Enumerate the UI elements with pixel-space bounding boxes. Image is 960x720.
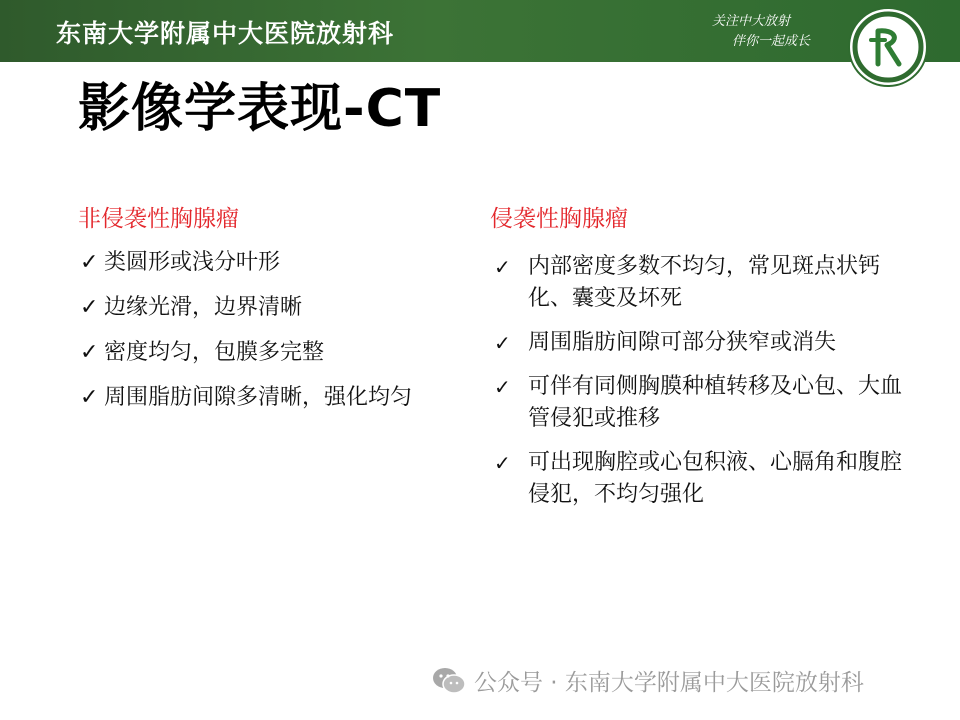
list-item <box>490 327 910 359</box>
hospital-radiology-logo-icon <box>847 6 929 88</box>
slogan-line-2: 伴你一起成长 <box>732 34 811 49</box>
header-title: 东南大学附属中大医院放射科 <box>56 19 395 48</box>
invasive-column <box>490 200 910 523</box>
list-item-text: 边缘光滑，边界清晰 <box>104 295 303 320</box>
non-invasive-list <box>78 247 478 414</box>
invasive-heading: 侵袭性胸腺瘤 <box>490 206 628 232</box>
header-bar <box>0 0 960 62</box>
slogan <box>712 12 822 52</box>
checkmark-icon: ✓ <box>80 295 99 320</box>
wechat-icon <box>432 667 466 695</box>
list-item <box>490 251 910 315</box>
checkmark-icon: ✓ <box>80 385 99 410</box>
list-item <box>490 371 910 435</box>
list-item <box>78 247 478 279</box>
footer-text: 公众号 · 东南大学附属中大医院放射科 <box>474 670 864 696</box>
list-item-text: 可出现胸腔或心包积液、心膈角和腹腔侵犯，不均匀强化 <box>528 450 903 507</box>
checkmark-icon: ✓ <box>494 255 511 279</box>
footer-watermark <box>432 664 864 697</box>
checkmark-icon: ✓ <box>494 451 511 475</box>
list-item <box>490 447 910 511</box>
list-item-text: 周围脂肪间隙可部分狭窄或消失 <box>528 330 837 355</box>
checkmark-icon: ✓ <box>494 331 511 355</box>
list-item-text: 密度均匀，包膜多完整 <box>104 340 325 365</box>
checkmark-icon: ✓ <box>80 340 99 365</box>
slide-title: 影像学表现-CT <box>78 79 442 139</box>
non-invasive-heading: 非侵袭性胸腺瘤 <box>78 206 239 232</box>
list-item <box>78 292 478 324</box>
slogan-line-1: 关注中大放射 <box>712 14 791 29</box>
list-item <box>78 382 478 414</box>
list-item-text: 可伴有同侧胸膜种植转移及心包、大血管侵犯或推移 <box>528 374 903 431</box>
list-item-text: 内部密度多数不均匀，常见斑点状钙化、囊变及坏死 <box>528 254 881 311</box>
checkmark-icon: ✓ <box>80 250 99 275</box>
list-item <box>78 337 478 369</box>
list-item-text: 周围脂肪间隙多清晰，强化均匀 <box>104 385 413 410</box>
list-item-text: 类圆形或浅分叶形 <box>104 250 281 275</box>
invasive-list <box>490 251 910 511</box>
checkmark-icon: ✓ <box>494 375 511 399</box>
non-invasive-column <box>78 200 478 427</box>
